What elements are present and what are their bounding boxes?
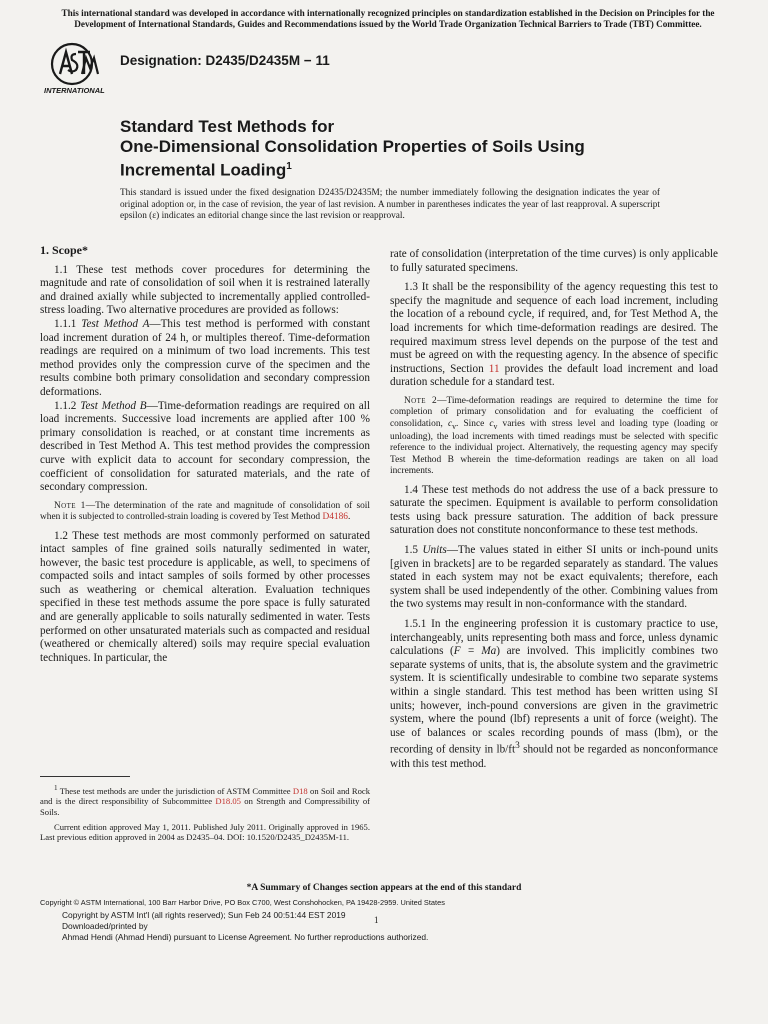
- note-label: Note 1: [54, 500, 86, 511]
- logo-international-text: INTERNATIONAL: [44, 86, 105, 95]
- paragraph-continued: rate of consolidation (interpretation of the time curves) is only applicable to fully saturated specimens.: [390, 248, 718, 274]
- paragraph-1-2: 1.2 These test methods are most commonly performed on saturated intact samples of fine grained soils naturally sedimented in water, however, the basic test procedure is applicable, as well, to specimens of compacted soils and intact samples of soils formed by other processes such as weathering or chemical alteration. Evaluation techniques specified in these test methods assume the pore space is fully saturated and are generally applicable to soils naturally sedimented in water. Tests performed on other unsaturated materials such as compacted and residual (weathered or chemically altered) soils may require special evaluation techniques. In particular, the: [40, 529, 370, 664]
- license-line-3: Ahmad Hendi (Ahmad Hendi) pursuant to License Agreement. No further reproductions authorized.: [62, 932, 429, 943]
- note-end: .: [347, 512, 351, 523]
- license-line-2: Downloaded/printed by: [62, 921, 148, 932]
- paragraph-text: ) are involved. This implicitly combines two separate systems of units, that is, the absolute system and the gravimetric system. It is scientifically undesirable to combine two separate systems within a single standard. This test method has been written using SI units; however, inch-pound conversions are given in the gravimetric system, where the pound (lbf) represents a unit of force (weight). The use of balances or scales recording pounds of mass (lbm), or the recording of density in lb/ft: [390, 645, 719, 757]
- note-text: . Since: [456, 418, 490, 429]
- paragraph-number: 1.1.1: [54, 317, 82, 330]
- footnote-text: on Soil and Rock and is the direct responsibility of Subcommittee: [40, 785, 370, 807]
- link-section-11[interactable]: 11: [488, 362, 500, 375]
- footnote-text: These test methods are under the jurisdiction of ASTM Committee: [57, 785, 293, 796]
- footnote-divider: [40, 776, 130, 777]
- note-label: Note 2: [404, 395, 438, 406]
- equation: F = Ma: [453, 645, 497, 658]
- right-column: [390, 248, 718, 777]
- cv-subscript: v: [452, 421, 457, 431]
- footnote-text: on Strength and Compressibility of Soils.: [40, 796, 370, 818]
- summary-of-changes-note: *A Summary of Changes section appears at the end of this standard: [246, 883, 522, 893]
- footnote-1: [40, 783, 370, 818]
- issuance-intro: This standard is issued under the fixed designation D2435/D2435M; the number immediately following the designation indicates the year of original adoption or, in the case of revision, the year of last revision. A number in parentheses indicates the year of last reapproval. A superscript epsilon (ε) indicates an editorial change since the last revision or reapproval.: [120, 188, 660, 221]
- cv-symbol: c: [489, 418, 494, 429]
- paragraph-1-3: [390, 281, 718, 390]
- paragraph-text: 1.3 It shall be the responsibility of the agency requesting this test to specify the magnitude and sequence of each load increment, including the location of a rebound cycle, if required, and, for Test Method A, the load increments for which time-deformation readings are desired. The required maximum stress level depends on the purpose of the test and must be agreed on with the requesting agency. In the absence of specific instructions, Section: [390, 281, 718, 375]
- paragraph-1-1-1: [40, 318, 370, 400]
- title-line-3-text: Incremental Loading: [120, 160, 287, 180]
- designation: Designation: D2435/D2435M − 11: [120, 53, 330, 68]
- page-number: 1: [374, 915, 379, 925]
- title-line-1: Standard Test Methods for: [120, 117, 335, 136]
- paragraph-1-5: [390, 544, 718, 612]
- copyright-line: Copyright © ASTM International, 100 Barr Harbor Drive, PO Box C700, West Conshohocken, PA 19428-2959. United States: [40, 898, 445, 907]
- paragraph-1-4: 1.4 These test methods do not address the use of a back pressure to saturate the specimen. Equipment is available to perform consolidation tests using back pressure saturation. The addition of back pressure saturation does not constitute nonconformance to these test methods.: [390, 483, 718, 537]
- footnote-marker: 1: [54, 784, 58, 792]
- note-2: [390, 396, 718, 478]
- paragraph-1-1: 1.1 These test methods cover procedures for determining the magnitude and rate of consolidation of soil when it is restrained laterally and drained axially while subjected to incrementally applied controlled-stress loading. Two alternative procedures are provided as follows:: [40, 263, 370, 317]
- note-text: —Time-deformation readings are required to determine the time for completion of primary consolidation and for evaluating the coefficient of consolidation,: [390, 395, 718, 429]
- section-heading-scope: 1. Scope*: [40, 243, 88, 257]
- footnotes: [40, 776, 370, 847]
- paragraph-number: 1.5: [404, 544, 423, 557]
- method-a-label: Test Method A: [81, 317, 150, 330]
- units-label: Units: [422, 544, 447, 557]
- paragraph-text: —This test method is performed with constant load increment duration of 24 h, or multiples thereof. Time-deformation readings are required on a minimum of two load increments. This test method provides only the compression curve of the specimen and the results combine both primary consolidation and secondary compression deformations.: [40, 317, 370, 398]
- paragraph-number: 1.1.2: [54, 399, 81, 412]
- license-line-1: Copyright by ASTM Int'l (all rights reserved); Sun Feb 24 00:51:44 EST 2019: [62, 910, 346, 920]
- superscript: 3: [515, 741, 520, 752]
- paragraph-1-1-2: [40, 400, 370, 495]
- left-column: [40, 244, 370, 671]
- tbt-notice: This international standard was developed in accordance with internationally recognized principles on standardization established in the Decision on Principles for the Development of International Standards, Guides and Recommendations issued by the World Trade Organization Technical Barriers to Trade (TBT) Committee.: [61, 8, 715, 29]
- link-d18[interactable]: D18: [292, 785, 308, 796]
- link-d18-05[interactable]: D18.05: [215, 796, 241, 807]
- astm-logo-icon: [42, 40, 114, 96]
- note-1: [40, 501, 370, 524]
- title-line-2: One-Dimensional Consolidation Properties of Soils Using: [120, 137, 585, 156]
- note-text: varies with stress level and loading type (loading or unloading), the load increments with timed readings must be selected with specific reference to the individual project. Alternatively, the requesting agency may specify Test Method B wherein the time-deformation readings are taken on all load increments.: [390, 418, 718, 477]
- paragraph-text: —Time-deformation readings are required on all load increments. Successive load increments are applied after 100 % primary consolidation is reached, or at constant time increments as described in Test Method A. This test method provides the compression curve with explicit data to account for secondary compression, the coefficient of consolidation for saturated materials, and the rate of secondary compression.: [40, 399, 370, 494]
- title-footnote-ref: 1: [286, 161, 292, 172]
- paragraph-text: should not be regarded as nonconformance with this test method.: [390, 744, 719, 770]
- paragraph-text: 1.5.1 In the engineering profession it is customary practice to use, interchangeably, units representing both mass and force, unless dynamic calculations (: [390, 618, 718, 658]
- method-b-label: Test Method B: [80, 399, 147, 412]
- cv-symbol: c: [447, 418, 453, 429]
- footnote-2: Current edition approved May 1, 2011. Published July 2011. Originally approved in 1965. Last previous edition approved in 2004 as D2435–04. DOI: 10.1520/D2435_D2435M-11.: [40, 821, 370, 843]
- paragraph-1-5-1: [390, 618, 718, 771]
- paragraph-text: —The values stated in either SI units or inch-pound units [given in brackets] are to be regarded separately as standard. The values stated in each system may not be exact equivalents; therefore, each system shall be used independently of the other. Combining values from the two systems may result in non-conformance with the standard.: [390, 544, 719, 611]
- title-line-3: [120, 157, 680, 181]
- cv-subscript: v: [493, 421, 498, 431]
- standard-title: [120, 117, 680, 181]
- note-text: —The determination of the rate and magnitude of consolidation of soil when it is subjected to controlled-strain loading is covered by Test Method: [40, 500, 370, 523]
- paragraph-text: provides the default load increment and load duration schedule for a standard test.: [390, 362, 718, 389]
- link-d4186[interactable]: D4186: [322, 512, 348, 523]
